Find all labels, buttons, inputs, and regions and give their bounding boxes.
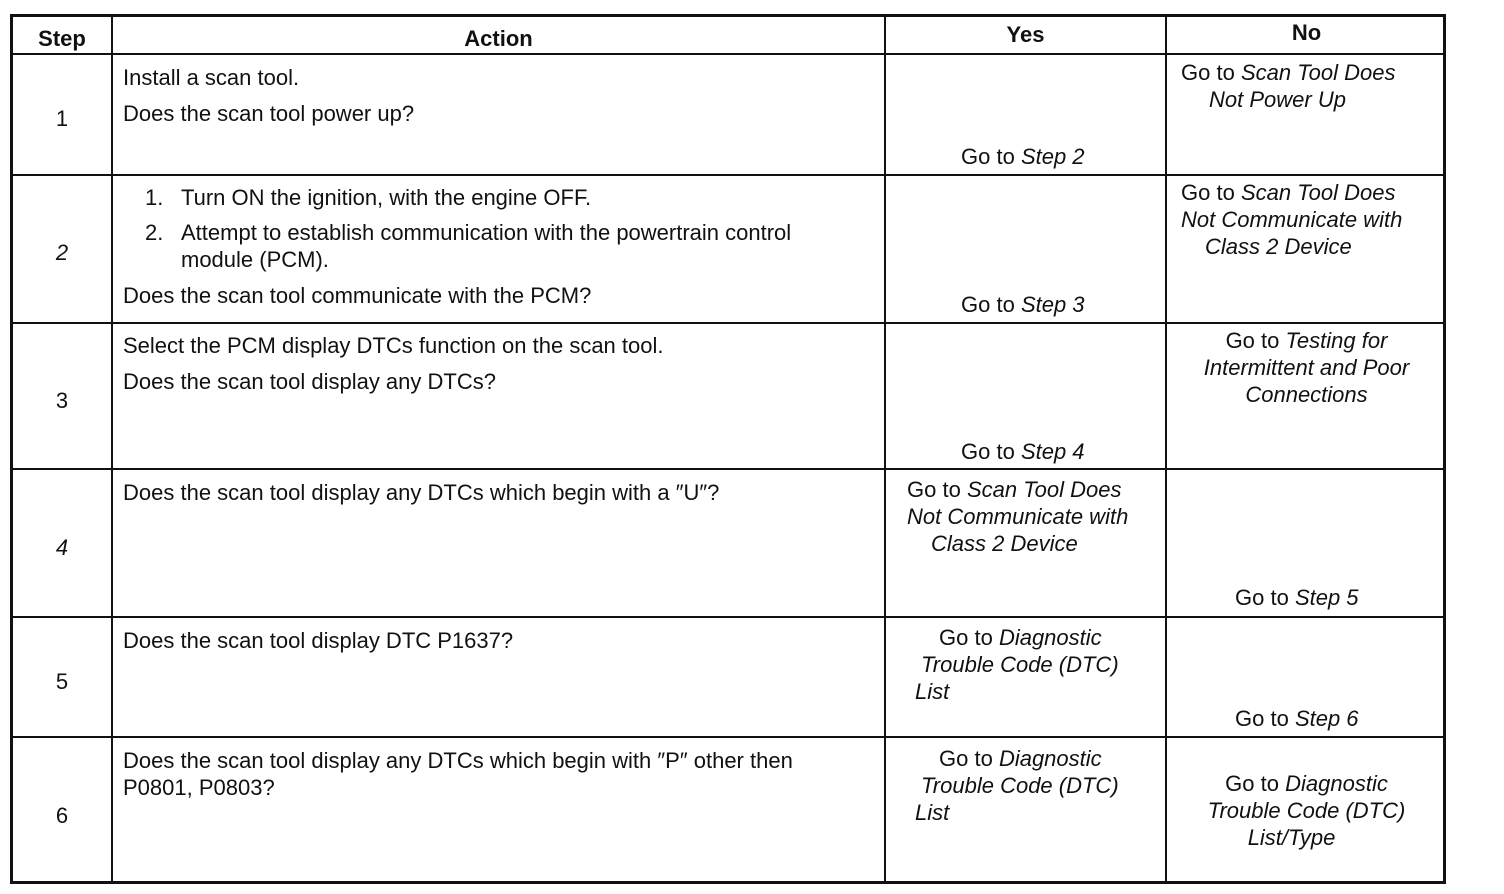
goto-link-cont[interactable]: Not Communicate with xyxy=(1181,207,1403,232)
no-cell xyxy=(1181,179,1402,260)
column-divider xyxy=(111,17,113,881)
goto-link-cont[interactable]: Connections xyxy=(1245,382,1368,407)
step-number: 2 xyxy=(55,240,69,265)
goto-link[interactable]: Scan Tool Does xyxy=(1240,180,1396,205)
step-number: 6 xyxy=(55,803,69,828)
no-cell xyxy=(1235,584,1359,611)
action-cell xyxy=(123,747,863,801)
goto-link[interactable]: Diagnostic xyxy=(998,625,1102,650)
action-question: Does the scan tool power up? xyxy=(123,101,415,126)
yes-cell xyxy=(961,438,1085,465)
action-text: Select the PCM display DTCs function on the scan tool. xyxy=(123,333,664,358)
goto-link-cont[interactable]: List xyxy=(915,800,950,825)
step-number: 3 xyxy=(55,388,69,413)
row-divider xyxy=(13,468,1443,470)
goto-prefix: Go to xyxy=(961,144,1015,169)
goto-link[interactable]: Step 2 xyxy=(1020,144,1085,169)
goto-link-cont[interactable]: Not Power Up xyxy=(1209,87,1346,112)
header-action: Action xyxy=(464,26,533,51)
item-number: 2. xyxy=(145,220,164,245)
step-number: 1 xyxy=(55,106,69,131)
row-divider xyxy=(13,736,1443,738)
goto-link-cont[interactable]: Intermittent and Poor xyxy=(1203,355,1410,380)
action-question: Does the scan tool display any DTCs which begin with ″P″ other then P0801, P0803? xyxy=(123,748,793,800)
goto-link[interactable]: Step 4 xyxy=(1020,439,1085,464)
no-cell xyxy=(1167,770,1446,851)
goto-prefix: Go to xyxy=(907,477,961,502)
action-question: Does the scan tool display any DTCs? xyxy=(123,369,496,394)
goto-prefix: Go to xyxy=(1235,706,1289,731)
goto-link[interactable]: Step 3 xyxy=(1020,292,1085,317)
row-divider xyxy=(13,53,1443,55)
goto-prefix: Go to xyxy=(939,625,993,650)
action-cell xyxy=(123,332,663,395)
yes-cell xyxy=(915,745,1119,826)
goto-link[interactable]: Diagnostic xyxy=(1285,771,1388,796)
item-text: Attempt to establish communication with the powertrain control module (PCM). xyxy=(181,220,792,272)
no-cell xyxy=(1235,705,1359,732)
action-question: Does the scan tool communicate with the PCM? xyxy=(123,283,592,308)
goto-prefix: Go to xyxy=(961,439,1015,464)
goto-prefix: Go to xyxy=(961,292,1015,317)
goto-link[interactable]: Scan Tool Does xyxy=(1240,60,1396,85)
no-cell xyxy=(1167,327,1446,408)
yes-cell xyxy=(915,624,1119,705)
action-text: Install a scan tool. xyxy=(123,65,300,90)
goto-link-cont[interactable]: Class 2 Device xyxy=(1205,234,1352,259)
row-divider xyxy=(13,322,1443,324)
goto-link-cont[interactable]: List/Type xyxy=(1247,825,1336,850)
goto-link[interactable]: Step 6 xyxy=(1294,706,1359,731)
goto-link-cont[interactable]: Not Communicate with xyxy=(907,504,1129,529)
goto-prefix: Go to xyxy=(1181,180,1235,205)
goto-prefix: Go to xyxy=(1235,585,1289,610)
goto-link[interactable]: Diagnostic xyxy=(998,746,1102,771)
goto-prefix: Go to xyxy=(1225,771,1279,796)
header-step: Step xyxy=(38,26,86,51)
step-number: 5 xyxy=(55,669,69,694)
yes-cell xyxy=(961,143,1085,170)
goto-link[interactable]: Step 5 xyxy=(1294,585,1359,610)
action-cell xyxy=(123,479,719,506)
goto-prefix: Go to xyxy=(1181,60,1235,85)
goto-link-cont[interactable]: List xyxy=(915,679,950,704)
goto-link-cont[interactable]: Trouble Code (DTC) xyxy=(921,773,1119,798)
action-question: Does the scan tool display DTC P1637? xyxy=(123,628,514,653)
header-no: No xyxy=(1291,20,1322,45)
goto-link-cont[interactable]: Trouble Code (DTC) xyxy=(921,652,1119,677)
goto-link-cont[interactable]: Class 2 Device xyxy=(931,531,1078,556)
goto-link-cont[interactable]: Trouble Code (DTC) xyxy=(1207,798,1406,823)
diagnostic-table xyxy=(10,14,1446,884)
action-list-item xyxy=(123,219,843,273)
step-number: 4 xyxy=(55,535,69,560)
action-list-item xyxy=(123,184,843,211)
goto-link[interactable]: Testing for xyxy=(1285,328,1388,353)
goto-prefix: Go to xyxy=(1225,328,1280,353)
yes-cell xyxy=(961,291,1085,318)
action-list xyxy=(123,184,843,273)
action-cell xyxy=(123,184,843,309)
row-divider xyxy=(13,174,1443,176)
action-question: Does the scan tool display any DTCs which begin with a ″U″? xyxy=(123,480,720,505)
column-divider xyxy=(1165,17,1167,881)
item-number: 1. xyxy=(145,185,164,210)
goto-prefix: Go to xyxy=(939,746,993,771)
action-cell xyxy=(123,64,414,127)
row-divider xyxy=(13,616,1443,618)
yes-cell xyxy=(907,476,1128,557)
header-yes: Yes xyxy=(1006,22,1045,47)
goto-link[interactable]: Scan Tool Does xyxy=(966,477,1122,502)
action-cell xyxy=(123,627,513,654)
no-cell xyxy=(1181,59,1395,113)
column-divider xyxy=(884,17,886,881)
item-text: Turn ON the ignition, with the engine OFF. xyxy=(181,185,592,210)
